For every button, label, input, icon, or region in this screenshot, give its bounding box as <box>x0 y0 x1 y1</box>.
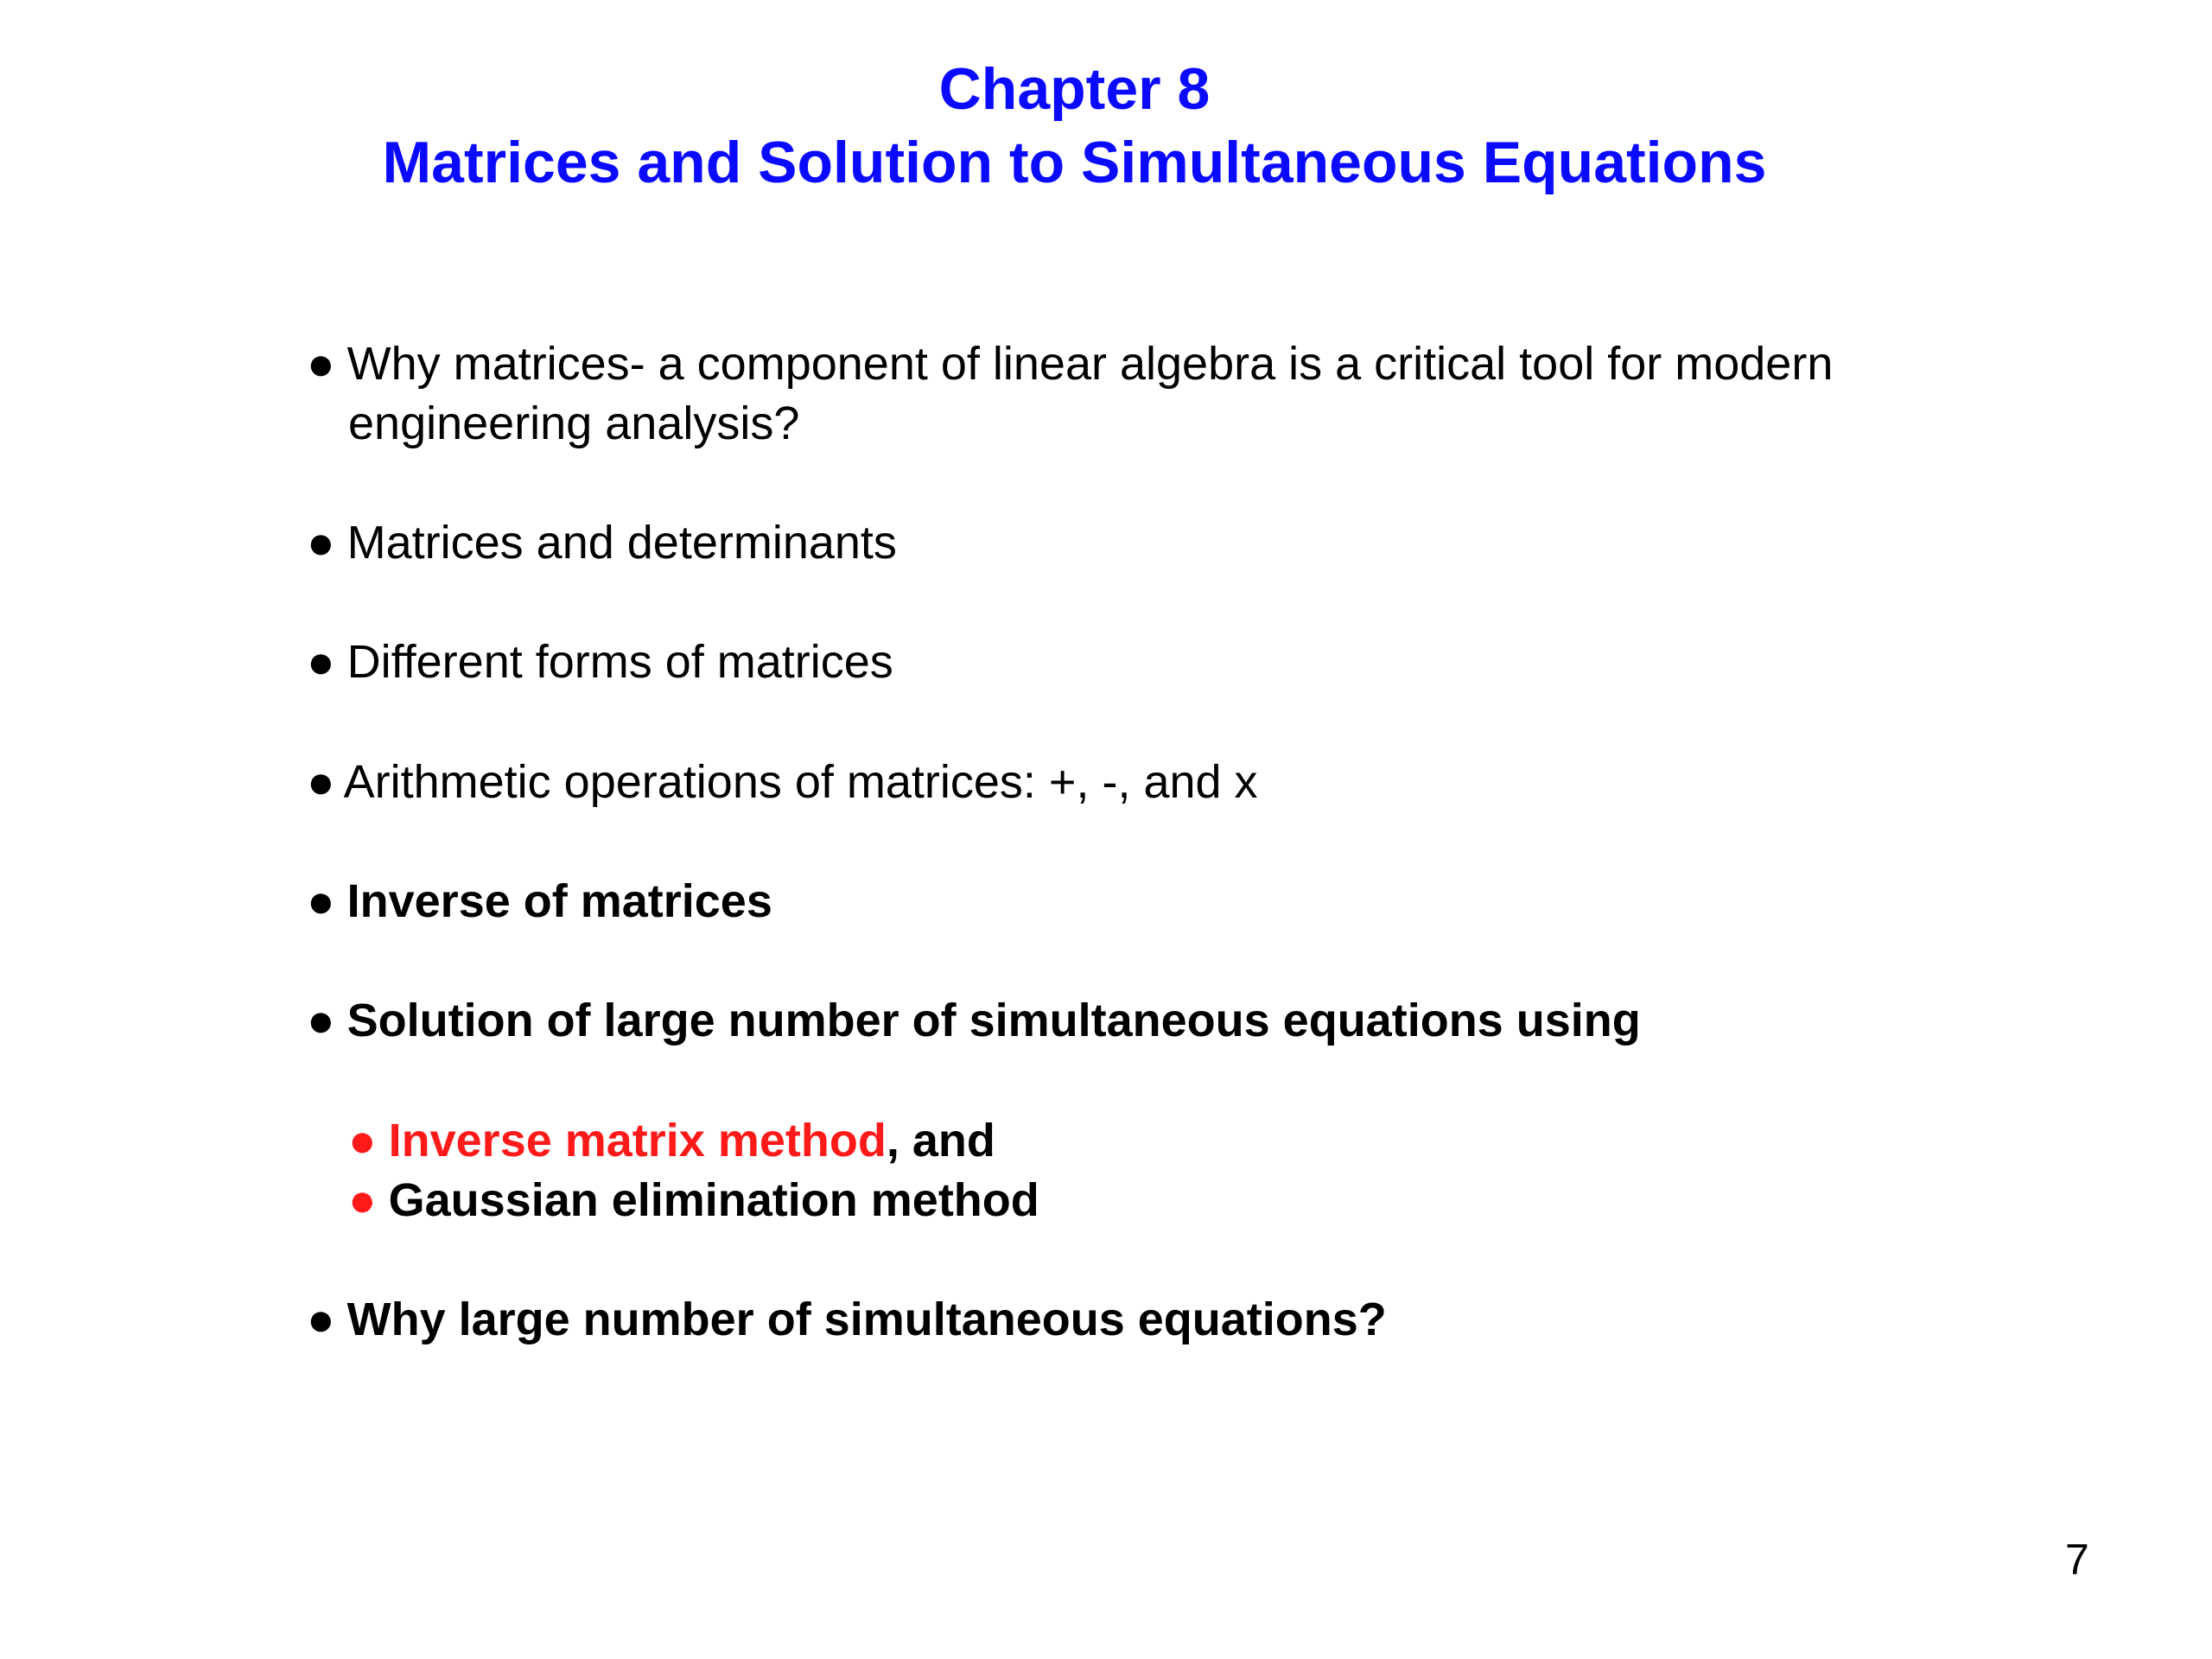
bullet-item-why-matrices <box>307 338 1834 390</box>
bullet-text: Why large number of simultaneous equations? <box>346 1294 1387 1345</box>
bullet-icon: ● <box>307 1294 335 1345</box>
bullet-icon: ● <box>307 995 335 1046</box>
bullet-item-forms-of-matrices <box>307 636 893 688</box>
bullet-icon: ● <box>307 338 335 390</box>
bullet-text: Inverse of matrices <box>346 875 772 927</box>
bullet-item-solution-of-equations <box>307 997 1641 1044</box>
bullet-icon: ● <box>307 756 335 808</box>
bullet-icon: ● <box>307 517 335 569</box>
sub-bullet-gaussian-elimination <box>348 1174 1039 1226</box>
bullet-text: Why matrices- a component of linear algebra is a critical tool for modern <box>346 338 1834 390</box>
bullet-text: Different forms of matrices <box>346 636 893 688</box>
highlighted-method-text: Inverse matrix method <box>388 1115 887 1166</box>
bullet-text: Solution of large number of simultaneous equations using <box>346 995 1641 1046</box>
sub-bullet-text: Gaussian elimination method <box>388 1174 1039 1226</box>
chapter-subtitle: Matrices and Solution to Simultaneous Equations <box>382 130 1767 195</box>
bullet-item-matrices-determinants <box>307 517 897 569</box>
bullet-text: Matrices and determinants <box>346 517 897 569</box>
chapter-title: Chapter 8 <box>938 56 1211 122</box>
page-number: 7 <box>2065 1535 2089 1584</box>
sub-bullet-icon: ● <box>348 1174 377 1226</box>
bullet-icon: ● <box>307 636 335 688</box>
bullet-item-arithmetic-operations <box>307 756 1258 808</box>
bullet-item-why-large-number <box>307 1296 1387 1343</box>
bullet-item-why-matrices-continuation: engineering analysis? <box>348 397 800 449</box>
bullet-icon: ● <box>307 875 335 927</box>
sub-bullet-suffix: , and <box>886 1115 995 1166</box>
bullet-text: Arithmetic operations of matrices: +, -, and x <box>343 756 1258 808</box>
bullet-item-inverse-of-matrices <box>307 875 772 927</box>
sub-bullet-icon: ● <box>348 1115 377 1166</box>
sub-bullet-inverse-matrix-method <box>348 1117 995 1164</box>
